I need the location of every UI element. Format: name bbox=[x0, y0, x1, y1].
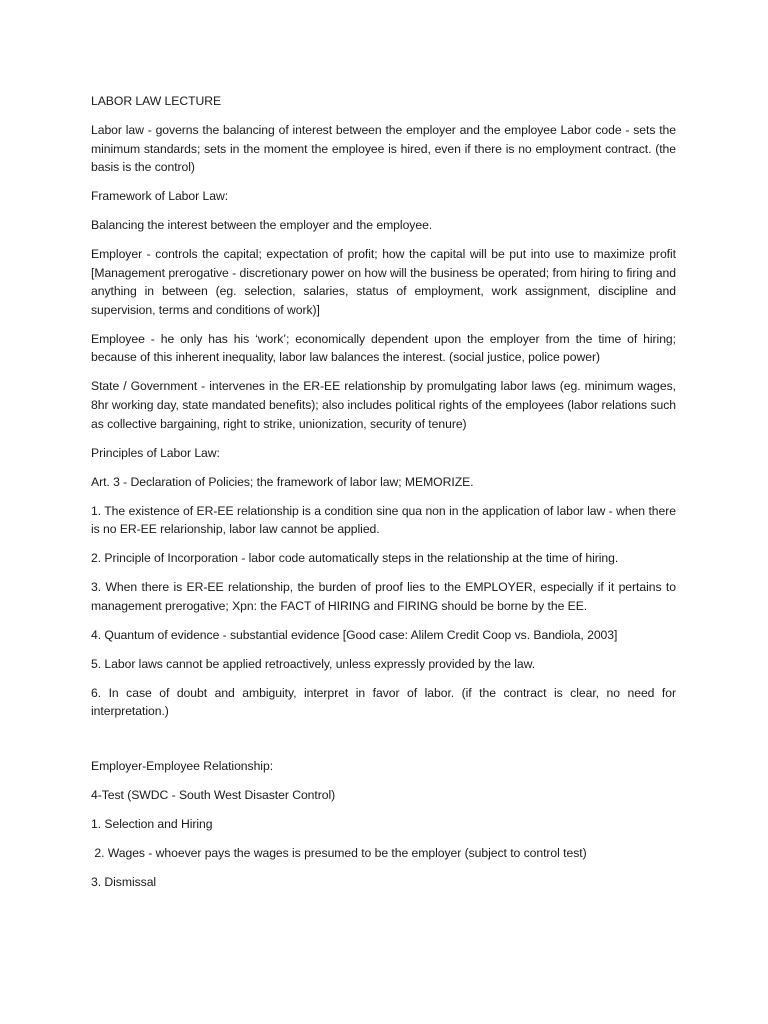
paragraph-employee: Employee - he only has his ‘work’; economically dependent upon the employer from the time of hiring; because of this inherent inequality, labor law balances the interest. (social justice, police power) bbox=[91, 331, 676, 365]
principle-item-1: 1. The existence of ER-EE relationship is a condition sine qua non in the application of labor law - when there is no ER-EE relarionship, labor law cannot be applied. bbox=[91, 503, 676, 537]
test-item-1: 1. Selection and Hiring bbox=[91, 817, 213, 832]
principle-item-6: 6. In case of doubt and ambiguity, interpret in favor of labor. (if the contract is clear, no need for interpretation.) bbox=[91, 685, 676, 719]
heading-er-ee-relationship: Employer-Employee Relationship: bbox=[91, 759, 274, 774]
section-spacer bbox=[91, 731, 676, 757]
paragraph-labor-law-definition: Labor law - governs the balancing of interest between the employer and the employee Labor code - sets the minimum standards; sets in the moment the employee is hired, even if there is no employment contract. (the basis is the control) bbox=[91, 122, 676, 175]
principle-item-2: 2. Principle of Incorporation - labor code automatically steps in the relationship at the time of hiring. bbox=[91, 551, 619, 566]
test-item-3: 3. Dismissal bbox=[91, 875, 157, 890]
document-body bbox=[91, 92, 676, 902]
test-item-2: 2. Wages - whoever pays the wages is presumed to be the employer (subject to control test) bbox=[91, 846, 587, 861]
heading-principles: Principles of Labor Law: bbox=[91, 445, 220, 460]
heading-framework: Framework of Labor Law: bbox=[91, 189, 229, 204]
principle-item-4: 4. Quantum of evidence - substantial evidence [Good case: Alilem Credit Coop vs. Bandiola, 2003] bbox=[91, 627, 618, 642]
principle-item-3: 3. When there is ER-EE relationship, the burden of proof lies to the EMPLOYER, especially if it pertains to management prerogative; Xpn: the FACT of HIRING and FIRING should be borne by the EE. bbox=[91, 580, 676, 613]
paragraph-art-3: Art. 3 - Declaration of Policies; the framework of labor law; MEMORIZE. bbox=[91, 474, 474, 489]
paragraph-employer: Employer - controls the capital; expectation of profit; how the capital will be put into use to maximize profit [Management prerogative - discretionary power on how will the business be operated; from hiring to firing and anything in between (eg. selection, salaries, status of employment, work assignment, discipline and supervision, terms and conditions of work)] bbox=[91, 247, 676, 317]
paragraph-balancing: Balancing the interest between the employer and the employee. bbox=[91, 218, 433, 233]
principle-item-5: 5. Labor laws cannot be applied retroactively, unless expressly provided by the law. bbox=[91, 656, 536, 671]
paragraph-state-government: State / Government - intervenes in the ER-EE relationship by promulgating labor laws (eg. minimum wages, 8hr working day, state mandated benefits); also includes political rights of the employees (labor relations such as collective bargaining, right to strike, unionization, security of tenure) bbox=[91, 379, 676, 431]
document-title: LABOR LAW LECTURE bbox=[91, 94, 222, 108]
paragraph-4-test: 4-Test (SWDC - South West Disaster Control) bbox=[91, 788, 336, 803]
